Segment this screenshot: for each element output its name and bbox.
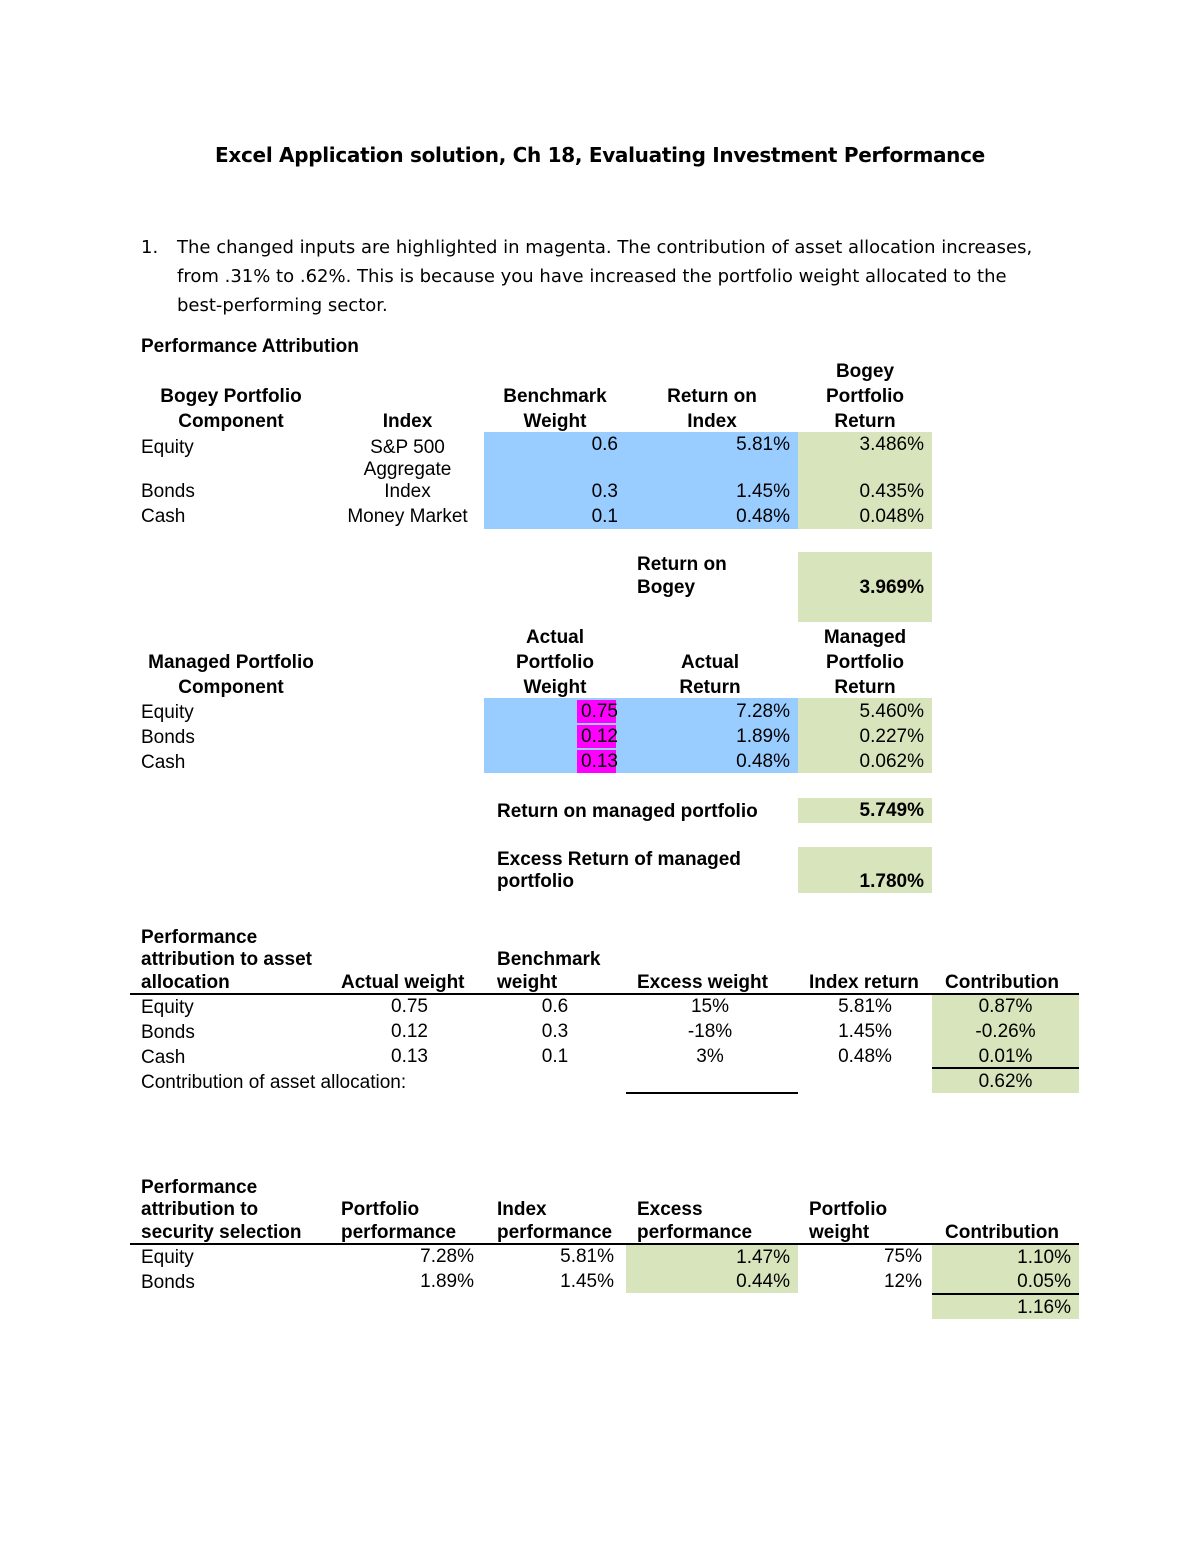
header-index-performance-2: performance xyxy=(497,1222,613,1243)
benchmark-weight-cell: 0.6 xyxy=(541,996,569,1017)
row-label-bonds: Bonds xyxy=(141,481,195,502)
index-return-cell: 5.81% xyxy=(838,996,892,1017)
header-bogey-return-2: Portfolio xyxy=(825,386,905,407)
header-benchmark-weight-2: Weight xyxy=(523,411,587,432)
header-excess-performance-1: Excess xyxy=(637,1199,703,1220)
benchmark-weight-cell: 0.1 xyxy=(541,1046,569,1067)
benchmark-weight-cell: 0.1 xyxy=(484,504,626,529)
header-actual-return-2: Return xyxy=(679,677,741,698)
output-fill xyxy=(798,457,932,481)
portfolio-performance-cell: 7.28% xyxy=(420,1246,474,1267)
index-return-cell: 0.48% xyxy=(626,504,798,529)
header-managed-return-2: Portfolio xyxy=(825,652,905,673)
benchmark-weight-cell: 0.3 xyxy=(541,1021,569,1042)
header-actual-weight-2: Portfolio xyxy=(515,652,595,673)
actual-return-cell: 0.48% xyxy=(736,751,790,772)
index-name-line-1: Aggregate xyxy=(363,459,452,480)
managed-return-label: Return on managed portfolio xyxy=(497,801,758,822)
row-label-cash: Cash xyxy=(141,752,186,773)
row-label-cash: Cash xyxy=(141,1047,186,1068)
header-index-return: Index return xyxy=(809,972,919,993)
index-name: Money Market xyxy=(347,506,468,527)
row-label-equity: Equity xyxy=(141,997,194,1018)
row-label-bonds: Bonds xyxy=(141,1272,195,1293)
header-bogey-component-1: Bogey Portfolio xyxy=(160,386,302,407)
security-sel-total-value: 1.16% xyxy=(932,1295,1079,1319)
header-benchmark-weight-2: weight xyxy=(497,972,558,993)
header-bogey-return-1: Bogey xyxy=(835,361,895,382)
row-label-equity: Equity xyxy=(141,1247,194,1268)
section-heading-performance-attribution: Performance Attribution xyxy=(141,336,359,357)
bogey-return-label-2: Bogey xyxy=(637,577,696,598)
excess-performance-cell: 0.44% xyxy=(626,1269,798,1293)
bogey-return-label-1: Return on xyxy=(637,554,727,575)
index-return-cell: 5.81% xyxy=(626,432,798,457)
input-fill xyxy=(484,457,798,481)
header-actual-weight: Actual weight xyxy=(341,972,465,993)
asset-alloc-heading-1: Performance xyxy=(141,927,258,948)
header-portfolio-performance-1: Portfolio xyxy=(341,1199,420,1220)
portfolio-performance-cell: 1.89% xyxy=(420,1271,474,1292)
contribution-cell: -0.26% xyxy=(975,1021,1036,1042)
header-bogey-return-3: Return xyxy=(834,411,896,432)
actual-weight-cell: 0.12 xyxy=(391,1021,428,1042)
excess-return-value: 1.780% xyxy=(859,871,924,892)
excess-performance-cell: 1.47% xyxy=(626,1245,798,1269)
portfolio-weight-cell: 75% xyxy=(883,1246,922,1267)
contribution-cell: 1.10% xyxy=(932,1245,1079,1269)
actual-return-cell: 1.89% xyxy=(736,726,790,747)
excess-weight-cell: 15% xyxy=(690,996,730,1017)
excess-weight-cell: 3% xyxy=(696,1046,724,1067)
asset-alloc-heading-3: allocation xyxy=(141,972,230,993)
excess-return-label-1: Excess Return of managed xyxy=(497,849,741,870)
managed-return-cell: 0.227% xyxy=(859,726,924,747)
header-portfolio-weight-2: weight xyxy=(809,1222,870,1243)
row-label-cash: Cash xyxy=(141,506,186,527)
total-rule xyxy=(626,1092,798,1094)
excess-return-label-2: portfolio xyxy=(497,871,575,892)
actual-weight-cell: 0.13 xyxy=(581,751,618,772)
actual-return-cell: 7.28% xyxy=(736,701,790,722)
header-excess-performance-2: performance xyxy=(637,1222,753,1243)
index-performance-cell: 1.45% xyxy=(560,1271,614,1292)
managed-return-cell: 5.460% xyxy=(859,701,924,722)
benchmark-weight-cell: 0.3 xyxy=(484,479,626,504)
row-label-equity: Equity xyxy=(141,702,194,723)
bogey-total-value: 3.969% xyxy=(859,577,924,598)
header-portfolio-performance-2: performance xyxy=(341,1222,457,1243)
managed-return-total: 5.749% xyxy=(798,798,932,823)
header-actual-weight-1: Actual xyxy=(525,627,585,648)
index-return-cell: 1.45% xyxy=(626,479,798,504)
header-contribution: Contribution xyxy=(945,1222,1059,1243)
benchmark-weight-cell: 0.6 xyxy=(484,432,626,457)
row-label-bonds: Bonds xyxy=(141,727,195,748)
header-managed-return-1: Managed xyxy=(823,627,907,648)
header-index-performance-1: Index xyxy=(497,1199,547,1220)
managed-return-cell: 0.062% xyxy=(859,751,924,772)
asset-alloc-heading-2: attribution to asset xyxy=(141,949,313,970)
header-return-index-2: Index xyxy=(687,411,737,432)
asset-alloc-total-label: Contribution of asset allocation: xyxy=(141,1072,407,1093)
header-excess-weight: Excess weight xyxy=(637,972,768,993)
bogey-return-cell: 3.486% xyxy=(798,432,932,457)
actual-weight-cell: 0.75 xyxy=(391,996,428,1017)
index-name: S&P 500 xyxy=(370,437,445,458)
page-title: Excel Application solution, Ch 18, Evaluating Investment Performance xyxy=(215,143,985,167)
header-portfolio-weight-1: Portfolio xyxy=(809,1199,888,1220)
header-actual-weight-3: Weight xyxy=(523,677,587,698)
header-actual-return-1: Actual xyxy=(680,652,740,673)
header-bogey-component-2: Component xyxy=(178,411,284,432)
bogey-return-cell: 0.048% xyxy=(798,504,932,529)
list-number: 1. xyxy=(141,237,159,258)
row-label-equity: Equity xyxy=(141,437,194,458)
index-return-cell: 1.45% xyxy=(838,1021,892,1042)
header-benchmark-weight-1: Benchmark xyxy=(503,386,607,407)
header-benchmark-weight-1: Benchmark xyxy=(497,949,601,970)
header-managed-return-3: Return xyxy=(834,677,896,698)
bogey-return-cell: 0.435% xyxy=(798,479,932,504)
actual-weight-cell: 0.12 xyxy=(581,726,618,747)
contribution-cell: 0.87% xyxy=(978,996,1033,1017)
security-sel-heading-1: Performance xyxy=(141,1177,258,1198)
list-text: The changed inputs are highlighted in magenta. The contribution of asset allocation increases, from .31% to .62%. This is because you have increased the portfolio weight allocated to the best-performing sector. xyxy=(177,237,1033,316)
actual-weight-cell: 0.75 xyxy=(581,701,618,722)
header-managed-component-1: Managed Portfolio xyxy=(148,652,314,673)
index-performance-cell: 5.81% xyxy=(560,1246,614,1267)
asset-alloc-total-value: 0.62% xyxy=(932,1069,1079,1093)
index-return-cell: 0.48% xyxy=(838,1046,892,1067)
header-index: Index xyxy=(382,411,433,432)
header-contribution: Contribution xyxy=(945,972,1059,993)
excess-weight-cell: -18% xyxy=(687,1021,733,1042)
portfolio-weight-cell: 12% xyxy=(883,1271,922,1292)
row-label-bonds: Bonds xyxy=(141,1022,195,1043)
security-sel-heading-3: security selection xyxy=(141,1222,302,1243)
actual-weight-cell: 0.13 xyxy=(391,1046,428,1067)
security-sel-heading-2: attribution to xyxy=(141,1199,259,1220)
header-return-index-1: Return on xyxy=(667,386,757,407)
header-managed-component-2: Component xyxy=(178,677,284,698)
index-name: Index xyxy=(384,481,431,502)
contribution-cell: 0.01% xyxy=(978,1046,1033,1067)
contribution-cell: 0.05% xyxy=(932,1269,1079,1293)
